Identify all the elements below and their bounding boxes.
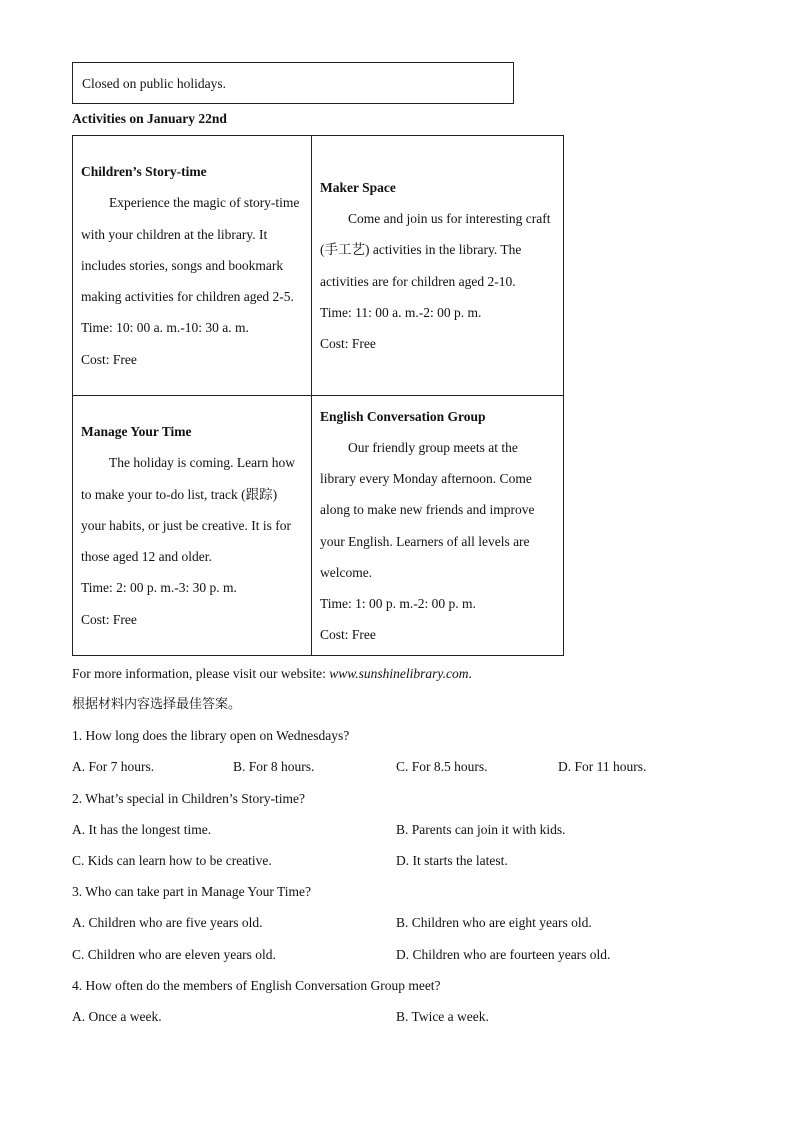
activity-title: Manage Your Time [81,424,192,440]
website-link[interactable]: www.sunshinelibrary.com [329,666,469,681]
activity-description: Our friendly group meets at the library every Monday afternoon. Come along to make new friends and improve your English. Learners of all levels are welcome. [320,439,535,580]
activity-time: Time: 1: 00 p. m.-2: 00 p. m. [320,595,476,611]
q1-option-a: A. For 7 hours. [72,759,155,774]
activity-title: English Conversation Group [320,408,486,424]
activities-table [72,135,564,656]
activity-description: Come and join us for interesting craft (手工艺) activities in the library. The activities are for children aged 2-10. [320,211,551,289]
notice-text: Closed on public holidays. [82,76,226,91]
q2-option-d: D. It starts the latest. [396,853,508,868]
activity-description: The holiday is coming. Learn how to make your to-do list, track (跟踪) your habits, or just be creative. It is for those aged 12 and older. [81,455,295,565]
q1-option-d: D. For 11 hours. [558,759,647,774]
q4-option-a: A. Once a week. [72,1009,162,1024]
activity-time: Time: 10: 00 a. m.-10: 30 a. m. [81,320,249,336]
q1-option-c: C. For 8.5 hours. [396,759,488,774]
activity-title: Maker Space [320,179,396,195]
question-4: 4. How often do the members of English Conversation Group meet? [72,978,441,993]
question-3: 3. Who can take part in Manage Your Time? [72,884,311,899]
activity-time: Time: 2: 00 p. m.-3: 30 p. m. [81,580,237,596]
question-2: 2. What’s special in Children’s Story-time? [72,791,305,806]
q2-option-b: B. Parents can join it with kids. [396,822,566,837]
activity-description: Experience the magic of story-time with your children at the library. It includes stories, songs and bookmark making activities for children aged 2-5. [81,195,300,305]
q3-option-a: A. Children who are five years old. [72,915,263,930]
activity-cell-manage-time [73,396,312,656]
activity-title: Children’s Story-time [81,164,207,180]
table-row [73,136,564,396]
more-info-suffix: . [468,666,472,681]
q3-option-b: B. Children who are eight years old. [396,915,592,930]
more-info-line [72,664,472,684]
notice-box [72,62,514,104]
activity-time: Time: 11: 00 a. m.-2: 00 p. m. [320,304,482,320]
q1-option-b: B. For 8 hours. [233,759,315,774]
activity-cost: Cost: Free [81,351,137,367]
table-row [73,396,564,656]
q3-option-d: D. Children who are fourteen years old. [396,947,611,962]
q2-option-c: C. Kids can learn how to be creative. [72,853,272,868]
activity-cell-english-conversation [312,396,564,656]
activities-heading: Activities on January 22nd [72,111,227,126]
q4-option-b: B. Twice a week. [396,1009,489,1024]
question-1: 1. How long does the library open on Wednesdays? [72,728,350,743]
q2-option-a: A. It has the longest time. [72,822,212,837]
instruction-text: 根据材料内容选择最佳答案。 [72,697,242,712]
activity-cell-maker-space [312,136,564,396]
q3-option-c: C. Children who are eleven years old. [72,947,276,962]
more-info-prefix: For more information, please visit our website: [72,666,330,681]
activity-cost: Cost: Free [320,627,376,643]
activity-cost: Cost: Free [81,611,137,627]
activity-cost: Cost: Free [320,335,376,351]
activity-cell-story-time [73,136,312,396]
